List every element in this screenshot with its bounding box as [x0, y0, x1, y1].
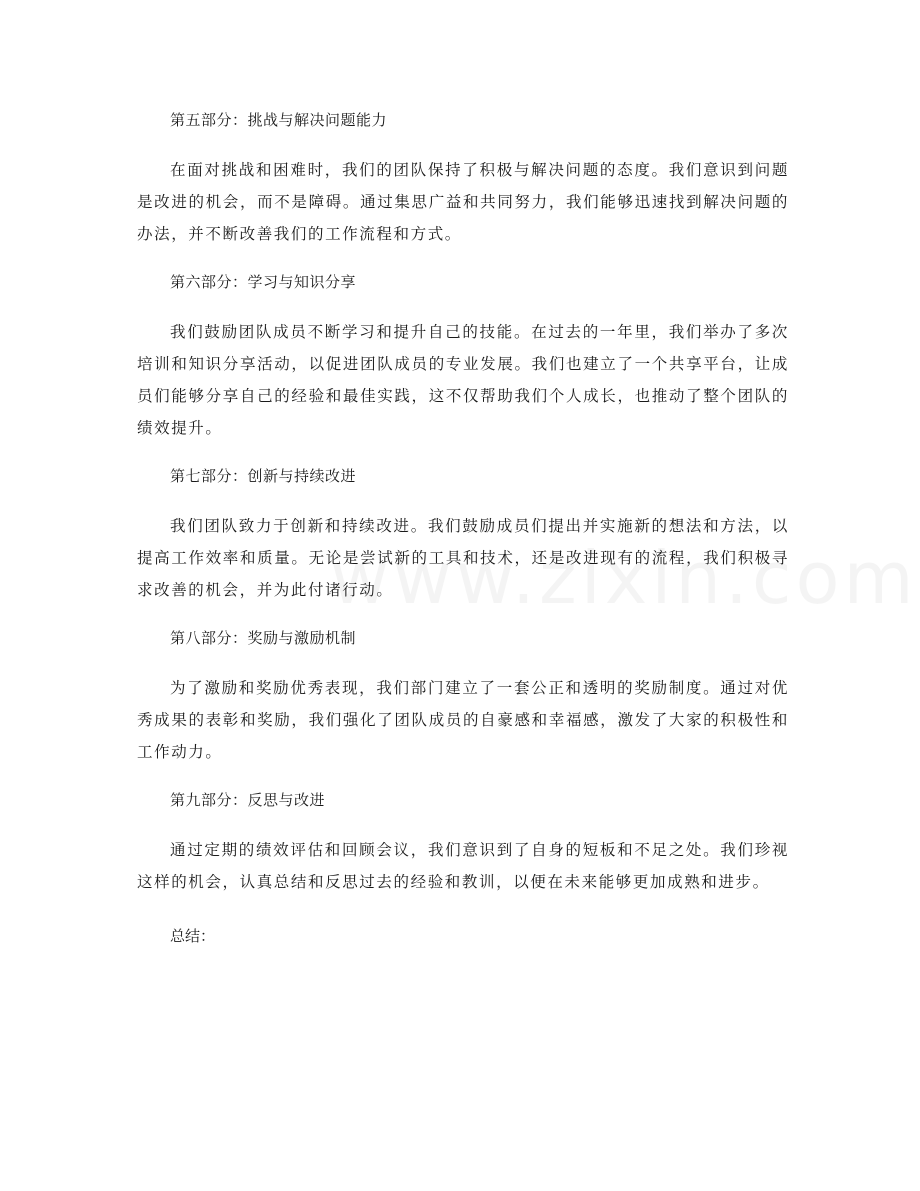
section-heading: 第七部分：创新与持续改进	[170, 467, 357, 485]
summary-label: 总结：	[170, 927, 216, 945]
section-paragraph: 在面对挑战和困难时，我们的团队保持了积极与解决问题的态度。我们意识到问题是改进的机会，而不是障碍。通过集思广益和共同努力，我们能够迅速找到解决问题的办法，并不断改善我们的工作流程和方式。	[137, 161, 789, 243]
section-heading: 第八部分：奖励与激励机制	[170, 629, 357, 647]
section-paragraph: 通过定期的绩效评估和回顾会议，我们意识到了自身的短板和不足之处。我们珍视这样的机会，认真总结和反思过去的经验和教训，以便在未来能够更加成熟和进步。	[137, 841, 789, 891]
section-heading: 第六部分：学习与知识分享	[170, 273, 357, 291]
section-paragraph: 我们团队致力于创新和持续改进。我们鼓励成员们提出并实施新的想法和方法，以提高工作效率和质量。无论是尝试新的工具和技术，还是改进现有的流程，我们积极寻求改善的机会，并为此付诸行动。	[137, 517, 789, 599]
document-body	[137, 106, 789, 950]
section-paragraph: 我们鼓励团队成员不断学习和提升自己的技能。在过去的一年里，我们举办了多次培训和知识分享活动，以促进团队成员的专业发展。我们也建立了一个共享平台，让成员们能够分享自己的经验和最佳实践，这不仅帮助我们个人成长，也推动了整个团队的绩效提升。	[137, 323, 789, 437]
section-paragraph: 为了激励和奖励优秀表现，我们部门建立了一套公正和透明的奖励制度。通过对优秀成果的表彰和奖励，我们强化了团队成员的自豪感和幸福感，激发了大家的积极性和工作动力。	[137, 679, 789, 761]
section-heading: 第九部分：反思与改进	[170, 791, 326, 809]
section-heading: 第五部分：挑战与解决问题能力	[170, 111, 388, 129]
